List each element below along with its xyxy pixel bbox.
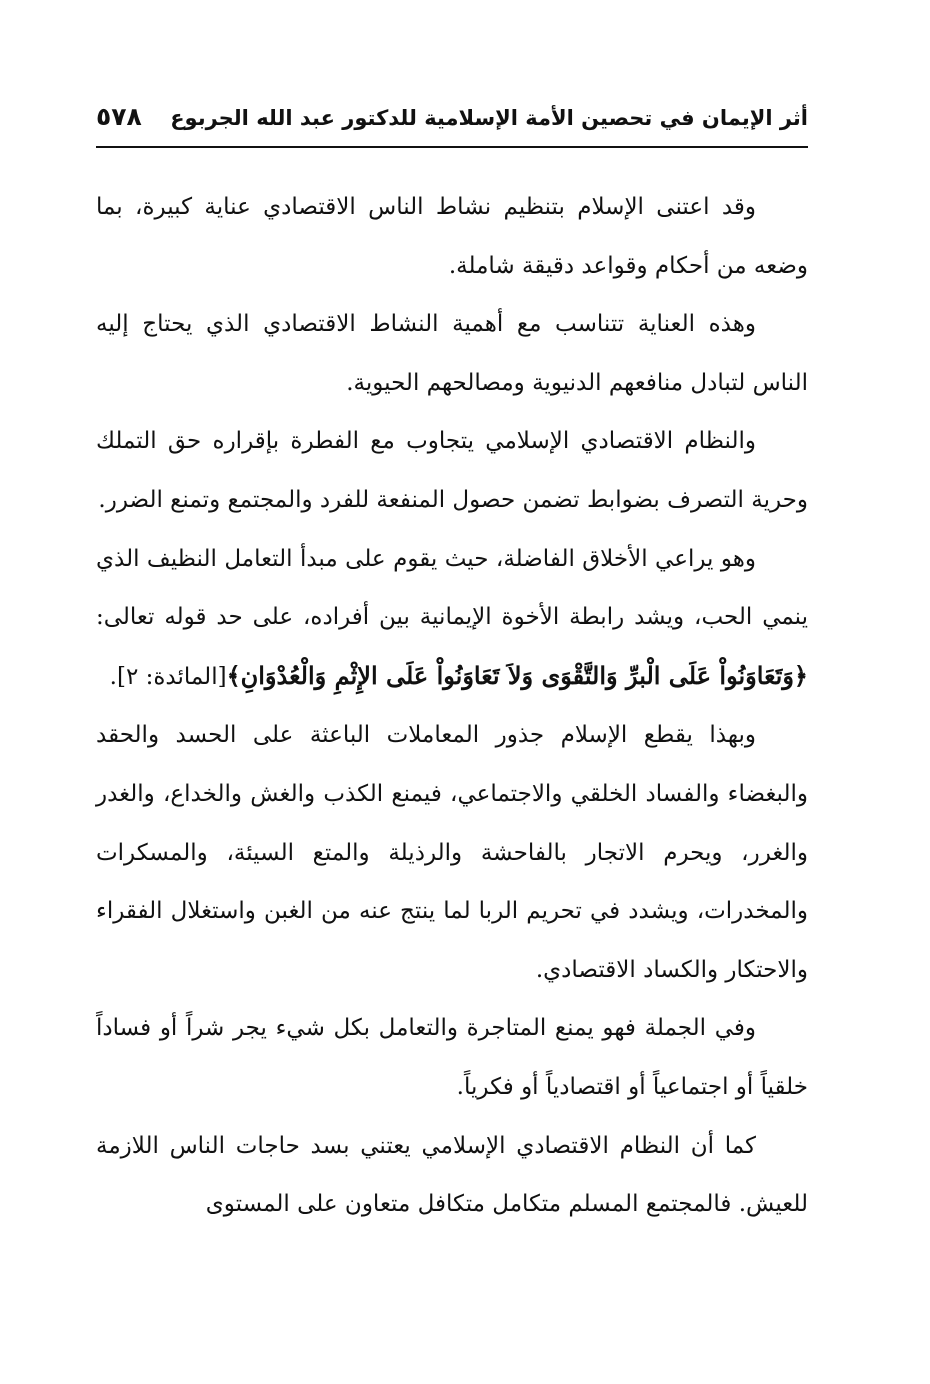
paragraph-3: والنظام الاقتصادي الإسلامي يتجاوب مع الفطرة بإقراره حق التملك وحرية التصرف بضوابط تضمن حصول المنفعة للفرد والمجتمع وتمنع الضرر. [96, 428, 808, 513]
paragraph-4-text: وهو يراعي الأخلاق الفاضلة، حيث يقوم على مبدأ التعامل النظيف الذي ينمي الحب، ويشد رابطة الأخوة الإيمانية بين أفراده، على حد قوله تعالى: [96, 545, 808, 631]
paragraph-7: كما أن النظام الاقتصادي الإسلامي يعتني بسد حاجات الناس اللازمة للعيش. فالمجتمع المسلم متكامل متكافل متعاون على المستوى [96, 1132, 808, 1218]
verse-citation: [المائدة: ٢]. [109, 663, 227, 690]
page-number: ٥٧٨ [96, 102, 142, 131]
paragraph-6: وفي الجملة فهو يمنع المتاجرة والتعامل بكل شيء يجر شراً أو فساداً خلقياً أو اجتماعياً أو اقتصادياً أو فكرياً. [96, 1015, 808, 1100]
paragraph-4 [96, 530, 808, 707]
quran-verse: ﴿وَتَعَاوَنُواْ عَلَى الْبرِّ وَالتَّقْوَى وَلاَ تَعَاوَنُواْ عَلَى الإِثْمِ وَالْعُدْوَانِ﴾ [226, 660, 808, 690]
paragraph-1: وقد اعتنى الإسلام بتنظيم نشاط الناس الاقتصادي عناية كبيرة، بما وضعه من أحكام وقواعد دقيقة شاملة. [96, 194, 808, 279]
body-text [96, 178, 808, 1234]
running-title: أثر الإيمان في تحصين الأمة الإسلامية للدكتور عبد الله الجربوع [170, 106, 808, 130]
running-header [96, 96, 808, 146]
header-divider [96, 146, 808, 148]
paragraph-5: وبهذا يقطع الإسلام جذور المعاملات الباعثة على الحسد والحقد والبغضاء والفساد الخلقي والاجتماعي، فيمنع الكذب والغش والخداع، والغدر والغرر، ويحرم الاتجار بالفاحشة والرذيلة والمتع السيئة، والمسكرات والمخدرات، ويشدد في تحريم الربا لما ينتج عنه من الغبن واستغلال الفقراء والاحتكار والكساد الاقتصادي. [96, 722, 808, 983]
paragraph-2: وهذه العناية تتناسب مع أهمية النشاط الاقتصادي الذي يحتاج إليه الناس لتبادل منافعهم الدنيوية ومصالحهم الحيوية. [96, 311, 808, 396]
